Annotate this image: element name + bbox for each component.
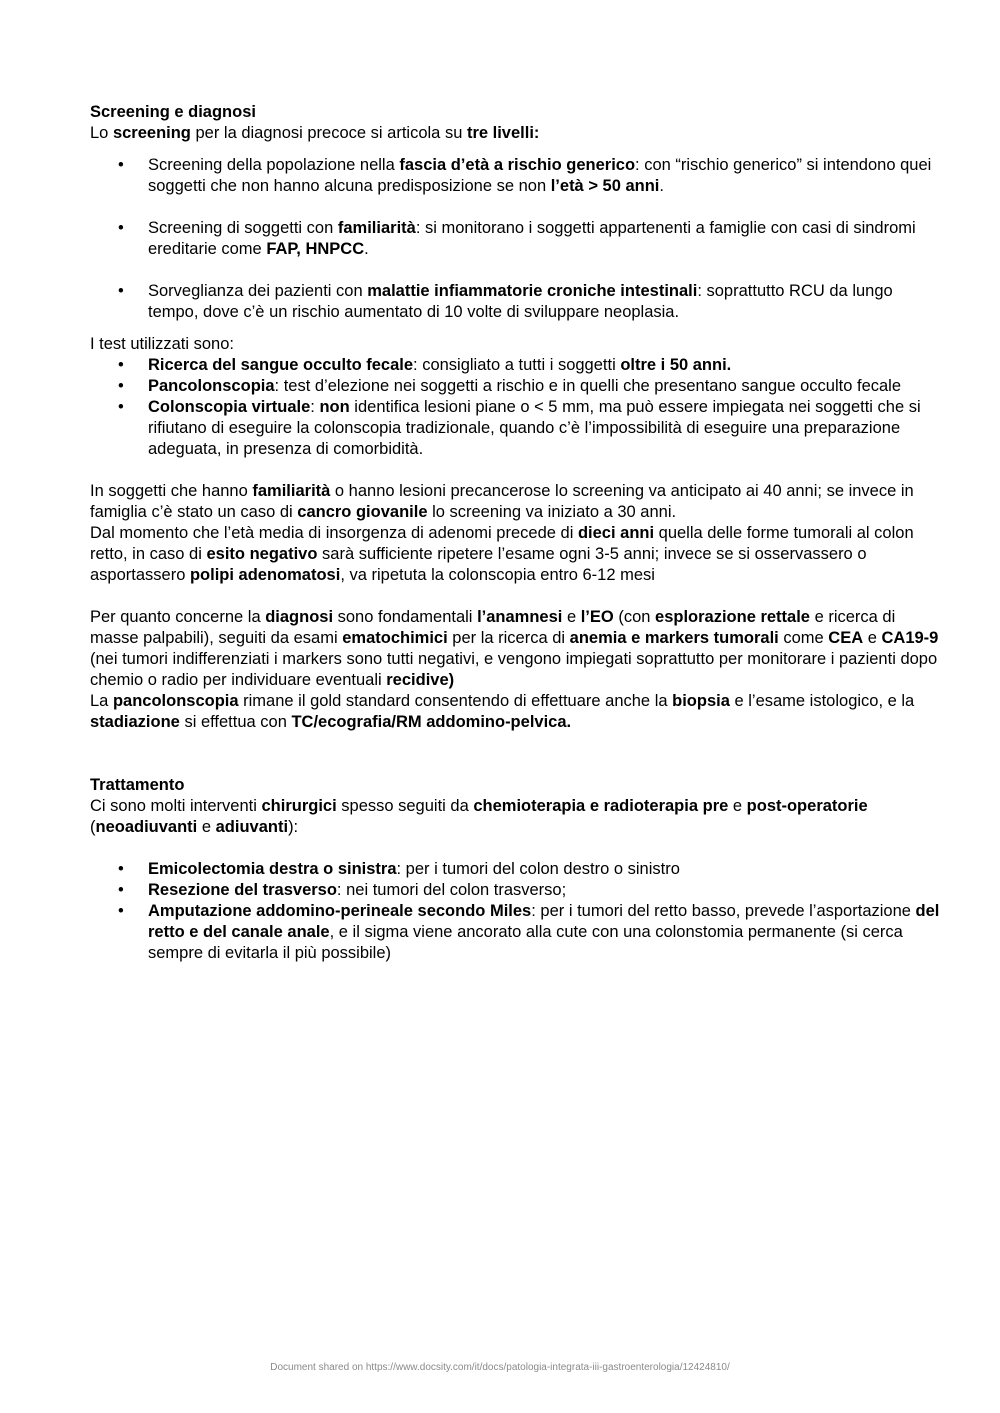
tests-intro: I test utilizzati sono:: [90, 335, 234, 353]
treatments-list: [90, 859, 940, 964]
adenomas-paragraph: Dal momento che l’età media di insorgenza di adenomi precede di dieci anni quella delle forme tumorali al colon retto, in caso di esito negativo sarà sufficiente ripetere l’esame ogni 3-5 anni; invece se si osservassero o asportassero polipi adenomatosi, va ripetuta la colonscopia entro 6-12 mesi: [90, 524, 914, 584]
bold-text: tre livelli:: [466, 124, 540, 142]
bold-text: l’età > 50 anni: [550, 177, 660, 195]
bold-text: TC/ecografia/RM addomino-pelvica.: [291, 713, 572, 731]
bold-text: CEA: [828, 629, 864, 647]
bold-text: Amputazione addomino-perineale secondo Miles: [148, 902, 532, 920]
list-item: • Ricerca del sangue occulto fecale: consigliato a tutti i soggetti oltre i 50 anni.: [90, 355, 940, 376]
screening-levels-list: [90, 155, 940, 323]
bold-text: post-operatorie: [746, 797, 868, 815]
bold-text: FAP, HNPCC: [266, 240, 365, 258]
bold-text: chemioterapia e radioterapia pre: [473, 797, 729, 815]
bold-text: CA19-9: [881, 629, 939, 647]
bold-text: l’anamnesi: [477, 608, 563, 626]
bold-text: diagnosi: [265, 608, 334, 626]
bold-text: polipi adenomatosi: [189, 566, 341, 584]
bold-text: dieci anni: [577, 524, 655, 542]
list-item: • Sorveglianza dei pazienti con malattie infiammatorie croniche intestinali: soprattutto RCU da lungo tempo, dove c’è un rischio aumentato di 10 volte di sviluppare neoplasia.: [90, 281, 940, 323]
bold-text: familiarità: [337, 219, 416, 237]
bold-text: biopsia: [672, 692, 730, 710]
document-page: [90, 102, 940, 964]
bold-text: del retto e del canale anale: [148, 902, 940, 941]
bold-text: pancolonscopia: [112, 692, 239, 710]
bold-text: fascia d’età a rischio generico: [399, 156, 636, 174]
bold-text: familiarità: [252, 482, 331, 500]
bold-text: cancro giovanile: [297, 503, 428, 521]
screening-intro: Lo screening per la diagnosi precoce si articola su tre livelli:: [90, 124, 540, 142]
diagnosis-paragraph: Per quanto concerne la diagnosi sono fondamentali l’anamnesi e l’EO (con esplorazione rettale e ricerca di masse palpabili), seguiti da esami ematochimici per la ricerca di anemia e markers tumorali come CEA e CA19-9 (nei tumori indifferenziati i markers sono tutti negativi, e vengono impiegati soprattutto per monitorare i pazienti dopo chemio o radio per individuare eventuali recidive): [90, 608, 939, 689]
bold-text: stadiazione: [90, 713, 180, 731]
bold-text: Ricerca del sangue occulto fecale: [148, 356, 414, 374]
bold-text: Colonscopia virtuale: [148, 398, 311, 416]
bold-text: neoadiuvanti: [95, 818, 198, 836]
section-title-screening: Screening e diagnosi: [90, 103, 256, 121]
bold-text: adiuvanti: [215, 818, 289, 836]
list-item: • Emicolectomia destra o sinistra: per i tumori del colon destro o sinistro: [90, 859, 940, 880]
bold-text: ematochimici: [342, 629, 448, 647]
tests-list: [90, 355, 940, 460]
section-title-treatment: Trattamento: [90, 776, 185, 794]
bold-text: Emicolectomia destra o sinistra: [148, 860, 397, 878]
list-item: • Colonscopia virtuale: non identifica lesioni piane o < 5 mm, ma può essere impiegata nei soggetti che si rifiutano di eseguire la colonscopia tradizionale, quando c’è l’impossibilità di eseguire una preparazione adeguata, in presenza di comorbidità.: [90, 397, 940, 460]
bold-text: esplorazione rettale: [655, 608, 810, 626]
bold-text: anemia e markers tumorali: [569, 629, 779, 647]
bold-text: malattie infiammatorie croniche intestinali: [367, 282, 698, 300]
bold-text: Pancolonscopia: [148, 377, 275, 395]
familiarity-paragraph: In soggetti che hanno familiarità o hanno lesioni precancerose lo screening va anticipato ai 40 anni; se invece in famiglia c’è stato un caso di cancro giovanile lo screening va iniziato a 30 anni.: [90, 482, 914, 521]
list-item: • Resezione del trasverso: nei tumori del colon trasverso;: [90, 880, 940, 901]
list-item: • Amputazione addomino-perineale secondo Miles: per i tumori del retto basso, prevede l’asportazione del retto e del canale anale, e il sigma viene ancorato alla cute con una colonstomia permanente (si cerca sempre di evitarla il più possibile): [90, 901, 940, 964]
bold-text: chirurgici: [261, 797, 337, 815]
document-footer: Document shared on https://www.docsity.com/it/docs/patologia-integrata-iii-gastroenterologia/12424810/: [270, 1362, 730, 1373]
list-item: • Screening della popolazione nella fascia d’età a rischio generico: con “rischio generico” si intendono quei soggetti che non hanno alcuna predisposizione se non l’età > 50 anni.: [90, 155, 940, 197]
bold-text: screening: [112, 124, 191, 142]
bold-text: esito negativo: [206, 545, 318, 563]
bold-text: Resezione del trasverso: [148, 881, 337, 899]
pancolonoscopy-paragraph: La pancolonscopia rimane il gold standard consentendo di effettuare anche la biopsia e l’esame istologico, e la stadiazione si effettua con TC/ecografia/RM addomino-pelvica.: [90, 692, 915, 731]
bold-text: l’EO: [580, 608, 614, 626]
bold-text: oltre i 50 anni.: [620, 356, 732, 374]
bold-text: non: [319, 398, 350, 416]
bold-text: recidive): [386, 671, 455, 689]
treatment-intro: Ci sono molti interventi chirurgici spesso seguiti da chemioterapia e radioterapia pre e post-operatorie (neoadiuvanti e adiuvanti):: [90, 797, 868, 836]
list-item: • Screening di soggetti con familiarità: si monitorano i soggetti appartenenti a famiglie con casi di sindromi ereditarie come FAP, HNPCC.: [90, 218, 940, 260]
list-item: • Pancolonscopia: test d’elezione nei soggetti a rischio e in quelli che presentano sangue occulto fecale: [90, 376, 940, 397]
